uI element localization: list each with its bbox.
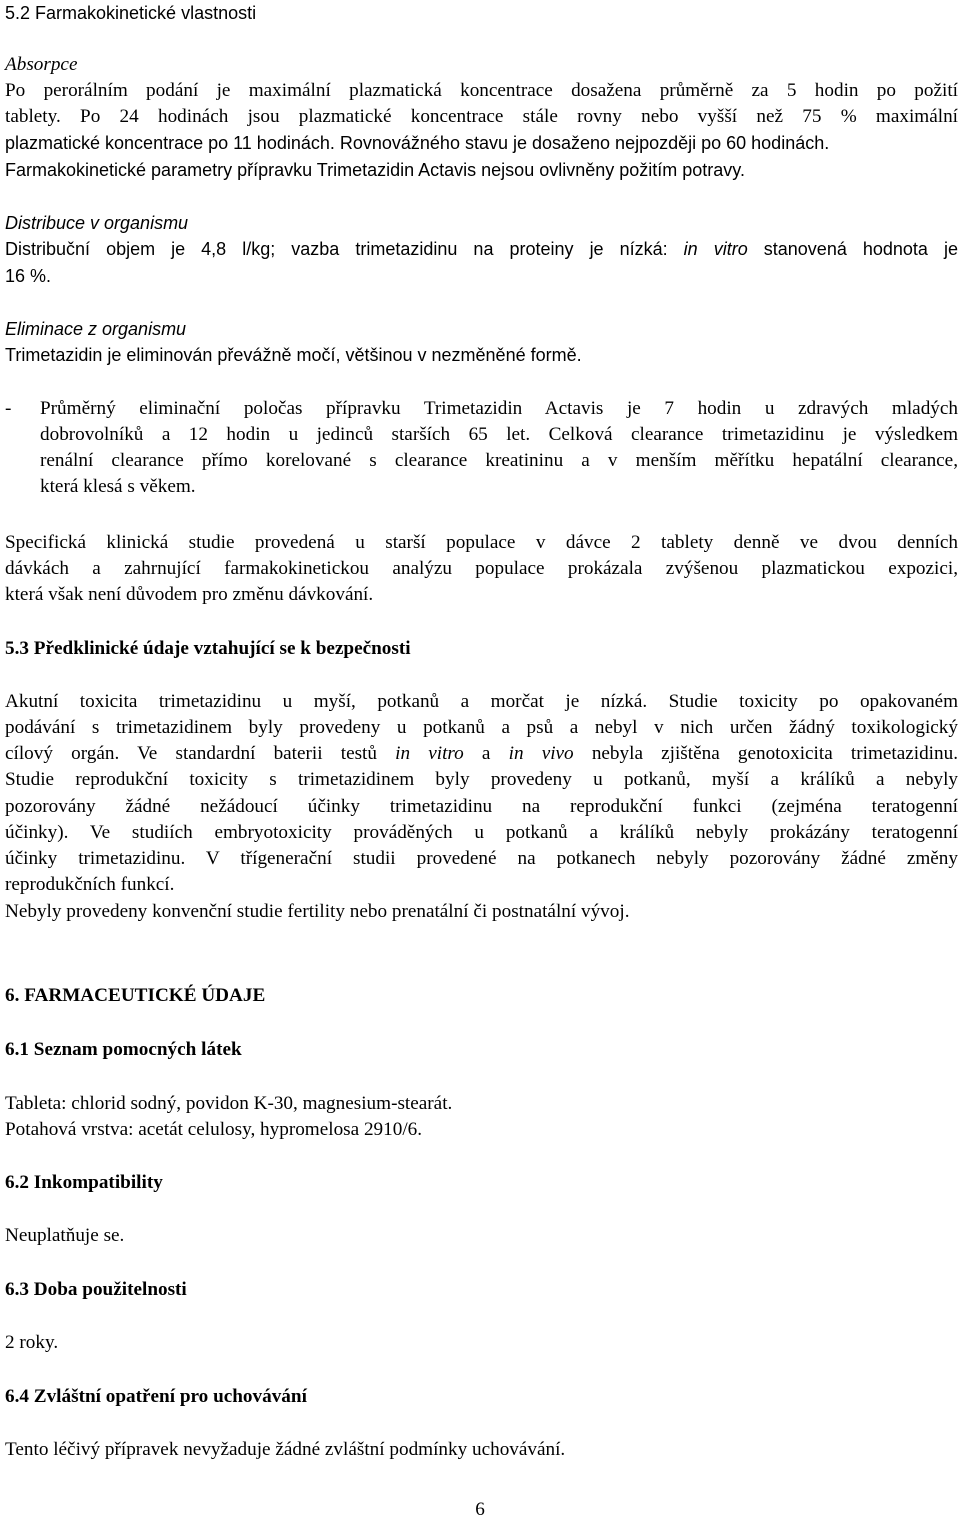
paragraph-line: Potahová vrstva: acetát celulosy, hypromelosa 2910/6. (5, 1119, 423, 1140)
paragraph-line: která však není důvodem pro změnu dávkování. (5, 584, 374, 605)
section-heading-6-1: 6.1 Seznam pomocných látek (5, 1039, 242, 1060)
paragraph-line: Tento léčivý přípravek nevyžaduje žádné zvláštní podmínky uchovávání. (5, 1439, 566, 1460)
paragraph-line: cílový orgán. Ve standardní baterii testů in vitro a in vivo nebyla zjištěna genotoxicita trimetazidinu. (5, 743, 958, 764)
paragraph-line: Akutní toxicita trimetazidinu u myší, potkanů a morčat je nízká. Studie toxicity po opakovaném (5, 691, 958, 712)
paragraph-line: Farmakokinetické parametry přípravku Trimetazidin Actavis nejsou ovlivněny požitím potravy. (5, 160, 745, 180)
section-heading-5-2: 5.2 Farmakokinetické vlastnosti (5, 3, 257, 23)
paragraph-line: reprodukčních funkcí. (5, 874, 175, 895)
paragraph-line: Distribuční objem je 4,8 l/kg; vazba trimetazidinu na proteiny je nízká: in vitro stanovená hodnota je (5, 239, 958, 259)
paragraph-line: Trimetazidin je eliminován převážně močí, většinou v nezměněné formě. (5, 345, 582, 365)
bullet-line: dobrovolníků a 12 hodin u jedinců starších 65 let. Celková clearance trimetazidinu je výsledkem (40, 424, 958, 445)
paragraph-line: dávkách a zahrnující farmakokinetickou analýzu populace prokázala zvýšenou plazmatickou expozici, (5, 558, 958, 579)
paragraph-line: Tableta: chlorid sodný, povidon K-30, magnesium-stearát. (5, 1093, 453, 1114)
section-heading-5-3: 5.3 Předklinické údaje vztahující se k bezpečnosti (5, 638, 411, 659)
bullet-line: renální clearance přímo korelované s clearance kreatininu a v menším měřítku hepatální clearance, (40, 450, 958, 471)
paragraph-line: tablety. Po 24 hodinách jsou plazmatické koncentrace stále rovny nebo vyšší než 75 % maximální (5, 106, 958, 127)
bullet-line: která klesá s věkem. (40, 476, 196, 497)
bullet-dash: - (5, 398, 12, 419)
section-heading-6-4: 6.4 Zvláštní opatření pro uchovávání (5, 1386, 307, 1407)
paragraph-line: účinky). Ve studiích embryotoxicity prováděných u potkanů a králíků nebyly prokázány teratogenní (5, 822, 958, 843)
paragraph-line: Specifická klinická studie provedená u starší populace v dávce 2 tablety denně ve dvou denních (5, 532, 958, 553)
subheading-absorpce: Absorpce (5, 54, 78, 75)
section-heading-6: 6. FARMACEUTICKÉ ÚDAJE (5, 985, 266, 1006)
subheading-eliminace: Eliminace z organismu (5, 319, 187, 339)
paragraph-line: pozorovány žádné nežádoucí účinky trimetazidinu na reprodukční funkci (zejména teratogenní (5, 796, 958, 817)
page-number: 6 (475, 1499, 485, 1520)
paragraph-line: 2 roky. (5, 1332, 59, 1353)
bullet-line: Průměrný eliminační poločas přípravku Trimetazidin Actavis je 7 hodin u zdravých mladých (40, 398, 958, 419)
section-heading-6-2: 6.2 Inkompatibility (5, 1172, 163, 1193)
paragraph-line: plazmatické koncentrace po 11 hodinách. Rovnovážného stavu je dosaženo nejpozději po 60 hodinách. (5, 133, 830, 153)
paragraph-line: účinky trimetazidinu. V třígenerační studii provedené na potkanech nebyly pozorovány žádné změny (5, 848, 958, 869)
paragraph-line: Studie reprodukční toxicity s trimetazidinem byly provedeny u potkanů, myší a králíků a nebyly (5, 769, 958, 790)
section-heading-6-3: 6.3 Doba použitelnosti (5, 1279, 187, 1300)
paragraph-line: Neuplatňuje se. (5, 1225, 125, 1246)
paragraph-line: podávání s trimetazidinem byly provedeny u potkanů a psů a nebyl v nich určen žádný toxikologický (5, 717, 958, 738)
subheading-distribuce: Distribuce v organismu (5, 213, 189, 233)
paragraph-line: Po perorálním podání je maximální plazmatická koncentrace dosažena průměrně za 5 hodin po požití (5, 80, 958, 101)
paragraph-line: 16 %. (5, 266, 52, 286)
paragraph-line: Nebyly provedeny konvenční studie fertility nebo prenatální či postnatální vývoj. (5, 901, 630, 922)
